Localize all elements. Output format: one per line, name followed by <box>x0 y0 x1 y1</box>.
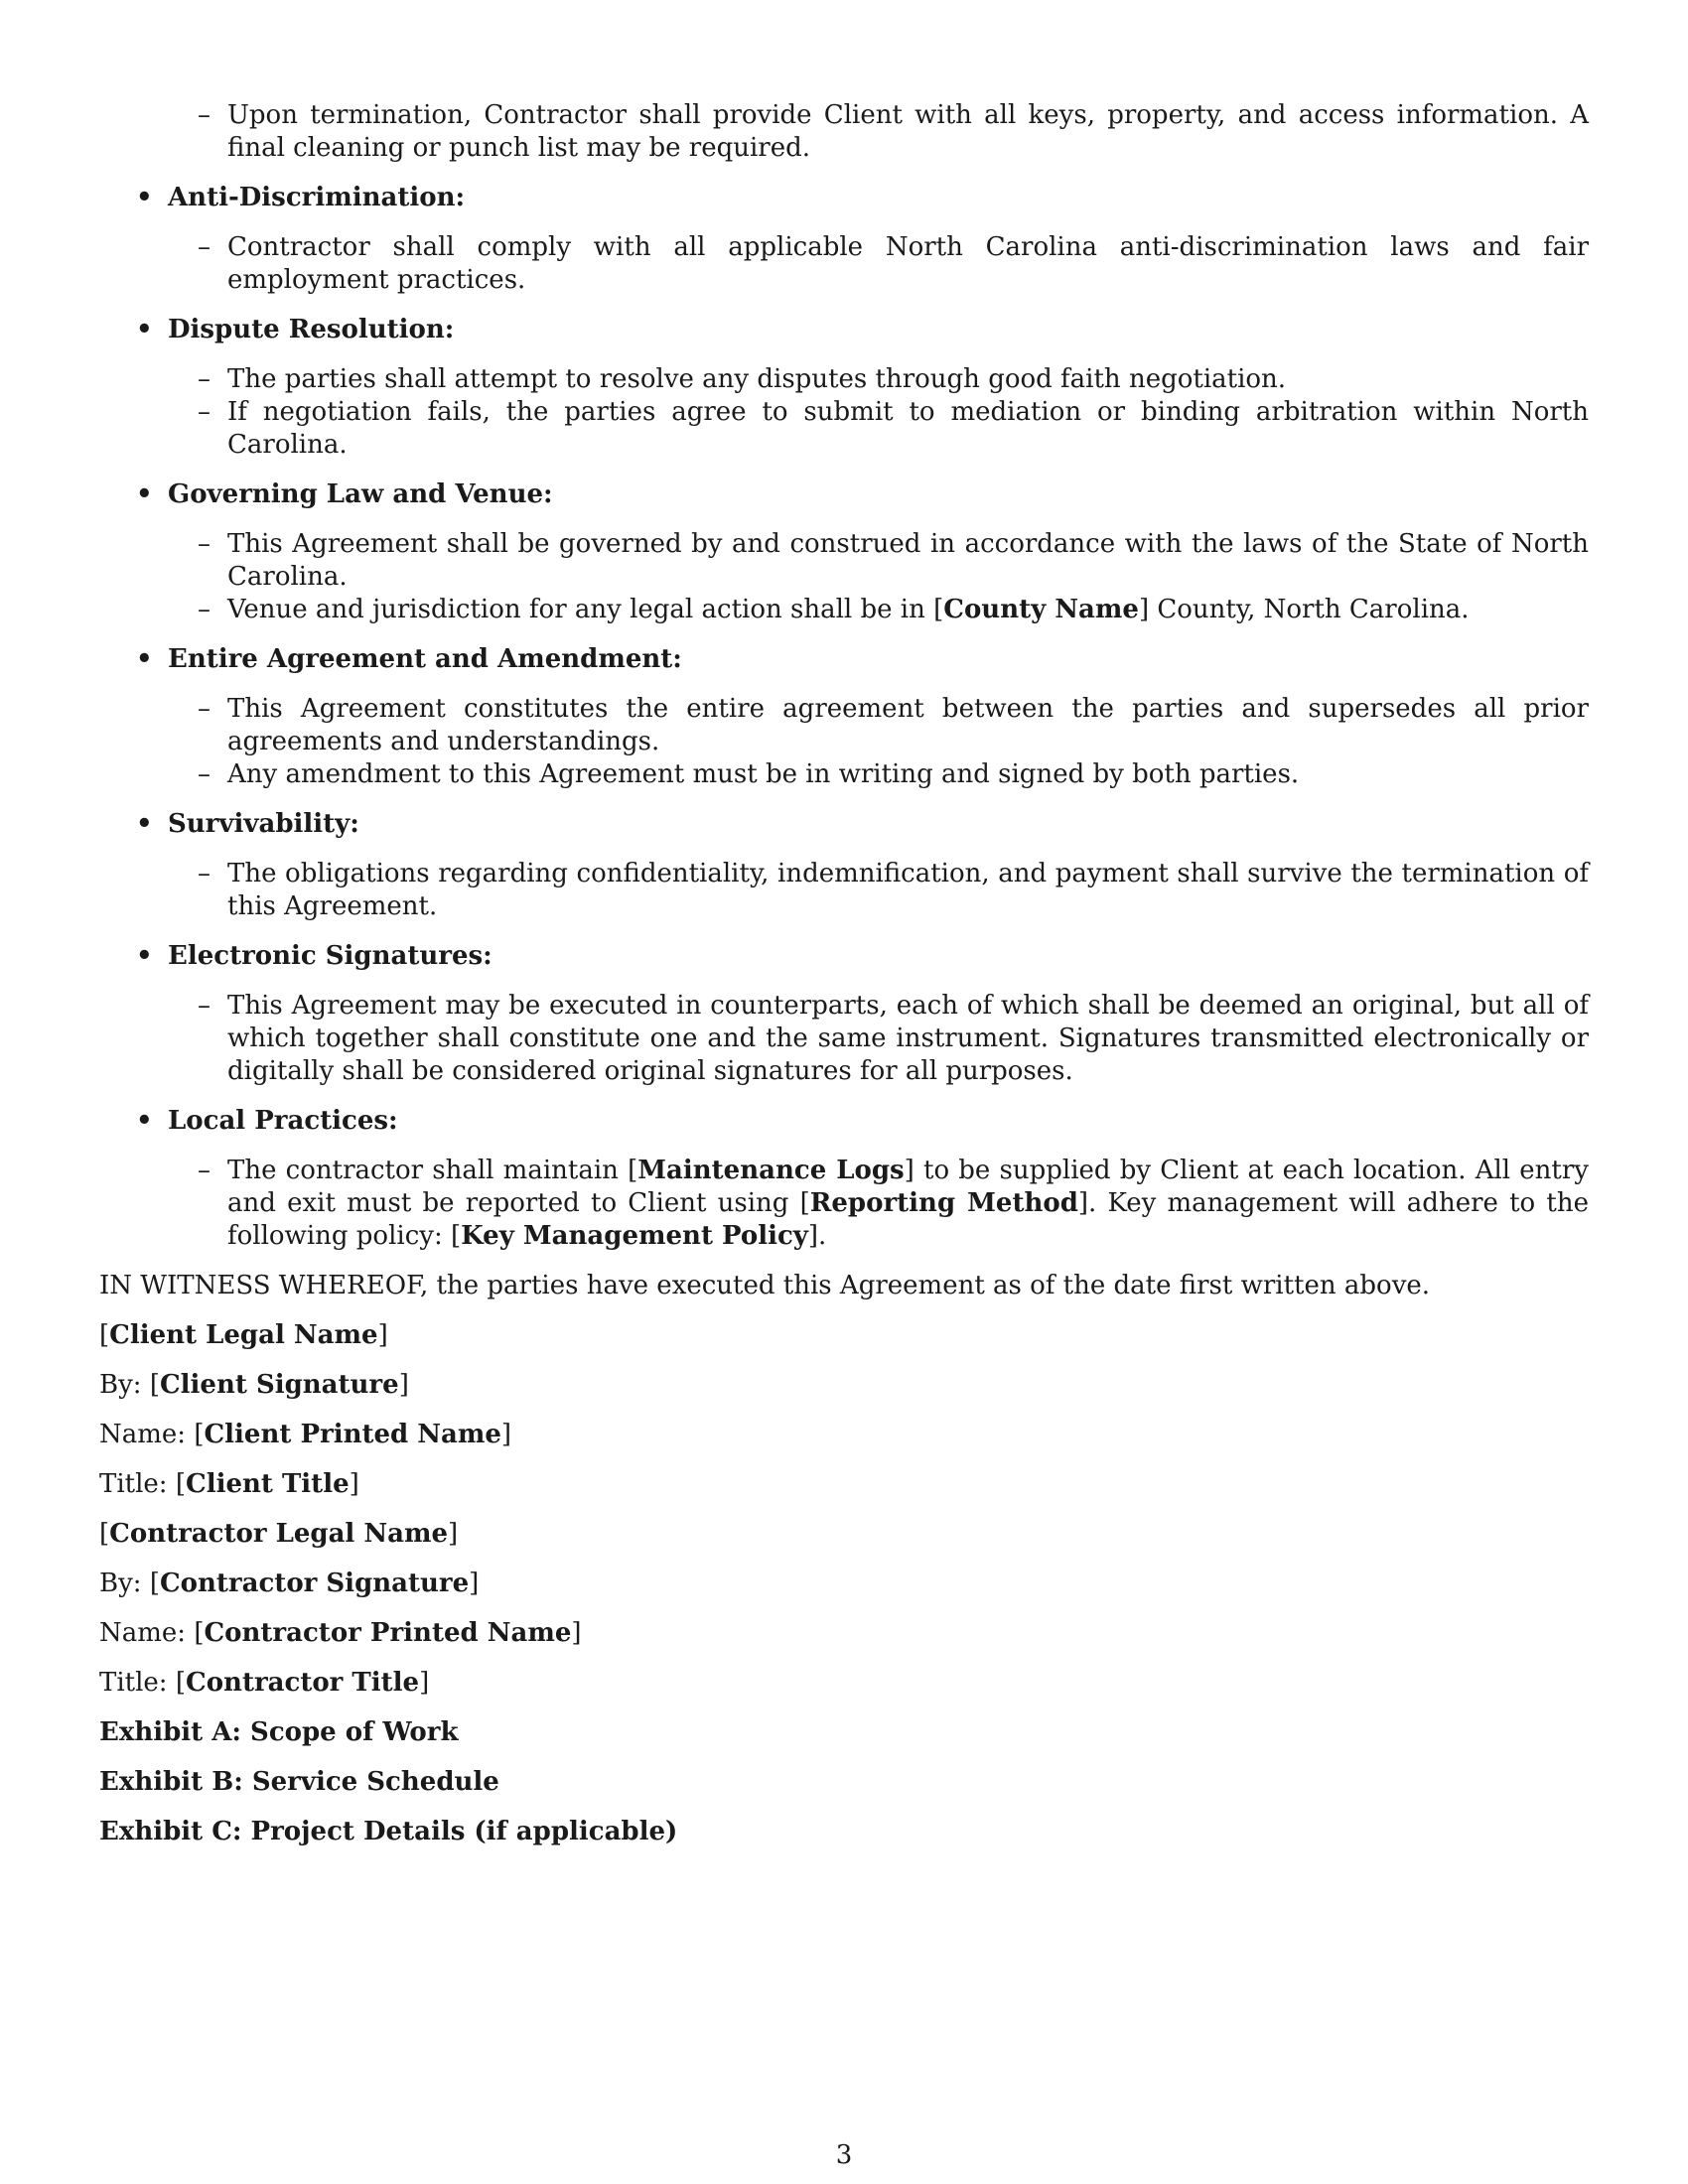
item-text: Venue and jurisdiction for any legal action shall be in <box>227 595 934 624</box>
title-label: Title: <box>99 1469 176 1499</box>
contractor-title-line: Title: [Contractor Title] <box>99 1668 430 1698</box>
client-signature-placeholder: Client Signature <box>159 1370 399 1400</box>
item-text: . <box>818 1221 827 1251</box>
by-label: By: <box>99 1569 150 1598</box>
maintenance-logs-placeholder: Maintenance Logs <box>637 1156 905 1185</box>
section-local-practices <box>99 1105 1589 1253</box>
agreement-sections <box>99 99 1589 1253</box>
dash-marker: – <box>198 100 211 130</box>
dash-marker: – <box>198 694 211 724</box>
list-item: – The contractor shall maintain [Maintenance Logs] to be supplied by Client at each location. All entry and exit must be reported to Client using [Reporting Method]. Key management will adhere to the following policy: [Key Management Policy]. <box>198 1156 1589 1251</box>
list-item <box>168 231 1589 297</box>
list-item <box>168 990 1589 1088</box>
item-text: Contractor shall comply with all applicable North Carolina anti-discrimination laws and fair employment practices. <box>227 232 1589 295</box>
item-text: This Agreement may be executed in counterparts, each of which shall be deemed an original, but all of which together shall constitute one and the same instrument. Signatures transmitted electronically or digitally shall be considered original signatures for all purposes. <box>227 991 1589 1086</box>
dash-marker: – <box>198 595 211 624</box>
contractor-legal-name: [Contractor Legal Name] <box>99 1519 459 1549</box>
bullet-marker: • <box>136 644 153 674</box>
section-title: Entire Agreement and Amendment: <box>168 644 682 674</box>
contractor-printed-name-placeholder: Contractor Printed Name <box>204 1618 572 1648</box>
county-placeholder: County Name <box>943 595 1139 624</box>
section-title: Anti-Discrimination: <box>168 183 466 212</box>
section-items <box>168 858 1589 923</box>
exhibit-title: Exhibit A: Scope of Work <box>99 1717 459 1747</box>
section-title: Electronic Signatures: <box>168 941 492 971</box>
item-text: This Agreement constitutes the entire agreement between the parties and supersedes all prior agreements and understandings. <box>227 694 1589 756</box>
client-title-line: Title: [Client Title] <box>99 1469 359 1499</box>
section-items <box>168 528 1589 626</box>
termination-text: Upon termination, Contractor shall provide Client with all keys, property, and access information. A final cleaning or punch list may be required. <box>227 100 1589 163</box>
exhibit-title: Exhibit C: Project Details (if applicable) <box>99 1817 678 1846</box>
exhibit-c-heading <box>99 1816 1589 1848</box>
client-printed-name-placeholder: Client Printed Name <box>204 1420 501 1449</box>
client-name-line: Name: [Client Printed Name] <box>99 1420 512 1449</box>
bullet-marker: • <box>136 941 153 971</box>
name-label: Name: <box>99 1618 195 1648</box>
dash-marker: – <box>198 1156 211 1185</box>
section-title: Dispute Resolution: <box>168 315 455 344</box>
list-item <box>168 758 1589 791</box>
list-item: – Venue and jurisdiction for any legal action shall be in [County Name] County, North Carolina. <box>198 595 1470 624</box>
page-number: 3 <box>835 2140 853 2170</box>
section-entire-agreement <box>99 643 1589 791</box>
bullet-marker: • <box>136 809 153 839</box>
item-text: This Agreement shall be governed by and construed in accordance with the laws of the State of North Carolina. <box>227 529 1589 592</box>
dash-marker: – <box>198 991 211 1021</box>
contractor-signature-placeholder: Contractor Signature <box>159 1569 470 1598</box>
dash-marker: – <box>198 232 211 262</box>
dash-marker: – <box>198 859 211 888</box>
section-items <box>168 231 1589 297</box>
dash-marker: – <box>198 364 211 394</box>
item-text: County, North Carolina. <box>1149 595 1470 624</box>
item-text: The obligations regarding confidentiality, indemnification, and payment shall survive the termination of this Agreement. <box>227 859 1589 921</box>
section-items <box>168 1155 1589 1253</box>
section-items <box>168 693 1589 791</box>
client-legal-name: [Client Legal Name] <box>99 1320 388 1350</box>
list-item <box>168 858 1589 923</box>
item-text: Any amendment to this Agreement must be in writing and signed by both parties. <box>227 759 1300 789</box>
contractor-by-line: By: [Contractor Signature] <box>99 1569 480 1598</box>
bullet-marker: • <box>136 479 153 509</box>
contractor-legal-name-placeholder: Contractor Legal Name <box>109 1519 449 1549</box>
witness-statement: IN WITNESS WHEREOF, the parties have executed this Agreement as of the date first written above. <box>99 1271 1431 1300</box>
section-anti-discrimination <box>99 182 1589 297</box>
name-label: Name: <box>99 1420 195 1449</box>
by-label: By: <box>99 1370 150 1400</box>
dash-marker: – <box>198 529 211 559</box>
document-page <box>99 99 1589 1848</box>
section-survivability <box>99 808 1589 923</box>
contractor-title-placeholder: Contractor Title <box>186 1668 420 1698</box>
client-by-line: By: [Client Signature] <box>99 1370 409 1400</box>
reporting-method-placeholder: Reporting Method <box>809 1188 1078 1218</box>
list-item <box>168 693 1589 758</box>
item-text: If negotiation fails, the parties agree to submit to mediation or binding arbitration within North Carolina. <box>227 397 1589 460</box>
section-governing-law <box>99 478 1589 626</box>
bullet-marker: • <box>136 315 153 344</box>
item-text: The contractor shall maintain <box>227 1156 629 1185</box>
key-management-placeholder: Key Management Policy <box>461 1221 808 1251</box>
exhibit-b-heading <box>99 1766 1589 1799</box>
continued-list-item <box>99 99 1589 165</box>
exhibit-a-heading <box>99 1716 1589 1749</box>
list-item <box>168 363 1589 396</box>
section-items <box>168 363 1589 462</box>
dash-marker: – <box>198 397 211 427</box>
section-items <box>168 990 1589 1088</box>
client-legal-name-placeholder: Client Legal Name <box>109 1320 378 1350</box>
section-title: Survivability: <box>168 809 359 839</box>
bullet-marker: • <box>136 183 153 212</box>
section-electronic-signatures <box>99 940 1589 1088</box>
section-title: Governing Law and Venue: <box>168 479 553 509</box>
item-text: to be supplied by Client at each location. All entry and exit must be reported to Client using <box>227 1156 1589 1218</box>
item-text: . Key management will adhere to the following policy: <box>227 1188 1589 1251</box>
contractor-name-line: Name: [Contractor Printed Name] <box>99 1618 582 1648</box>
section-title: Local Practices: <box>168 1106 398 1136</box>
dash-marker: – <box>198 759 211 789</box>
list-item <box>168 396 1589 462</box>
title-label: Title: <box>99 1668 176 1698</box>
bullet-marker: • <box>136 1106 153 1136</box>
exhibit-title: Exhibit B: Service Schedule <box>99 1767 499 1797</box>
list-item <box>168 528 1589 594</box>
section-dispute-resolution <box>99 314 1589 462</box>
item-text: The parties shall attempt to resolve any disputes through good faith negotiation. <box>227 364 1287 394</box>
client-title-placeholder: Client Title <box>186 1469 350 1499</box>
